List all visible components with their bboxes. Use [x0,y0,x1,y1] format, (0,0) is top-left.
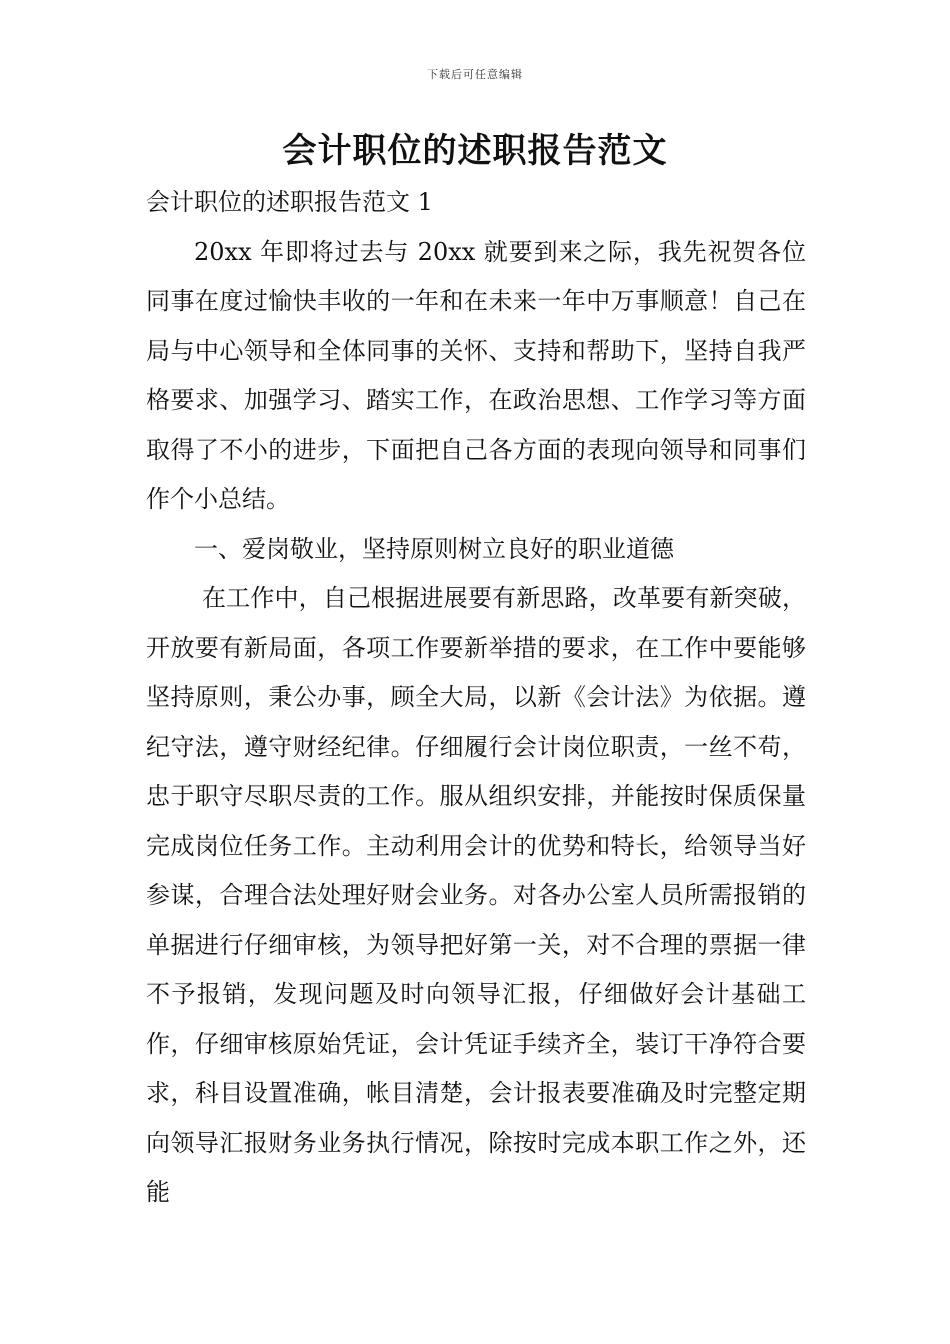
document-body [146,178,806,1218]
header-note: 下载后可任意编辑 [427,68,523,81]
document-title: 会计职位的述职报告范文 [282,131,668,171]
paragraph-work: 在工作中，自己根据进展要有新思路，改革要有新突破，开放要有新局面，各项工作要新举措的要求，在工作中要能够坚持原则，秉公办事，顾全大局，以新《会计法》为依据。遵纪守法，遵守财经纪律。仔细履行会计岗位职责，一丝不苟，忠于职守尽职尽责的工作。服从组织安排，并能按时保质保量完成岗位任务工作。主动利用会计的优势和特长，给领导当好参谋，合理合法处理好财会业务。对各办公室人员所需报销的单据进行仔细审核，为领导把好第一关，对不合理的票据一律不予报销，发现问题及时向领导汇报，仔细做好会计基础工作，仔细审核原始凭证，会计凭证手续齐全，装订干净符合要求，科目设置准确，帐目清楚，会计报表要准确及时完整定期向领导汇报财务业务执行情况，除按时完成本职工作之外，还能 [146,584,806,1206]
section-heading-1: 一、爱岗敬业，坚持原则树立良好的职业道德 [194,534,674,563]
paragraph-intro: 20xx 年即将过去与 20xx 就要到来之际，我先祝贺各位同事在度过愉快丰收的一年和在未来一年中万事顺意！自己在局与中心领导和全体同事的关怀、支持和帮助下，坚持自我严格要求、加强学习、踏实工作，在政治思想、工作学习等方面取得了不小的进步，下面把自己各方面的表现向领导和同事们作个小总结。 [146,237,806,513]
section-subtitle: 会计职位的述职报告范文 1 [146,188,433,216]
